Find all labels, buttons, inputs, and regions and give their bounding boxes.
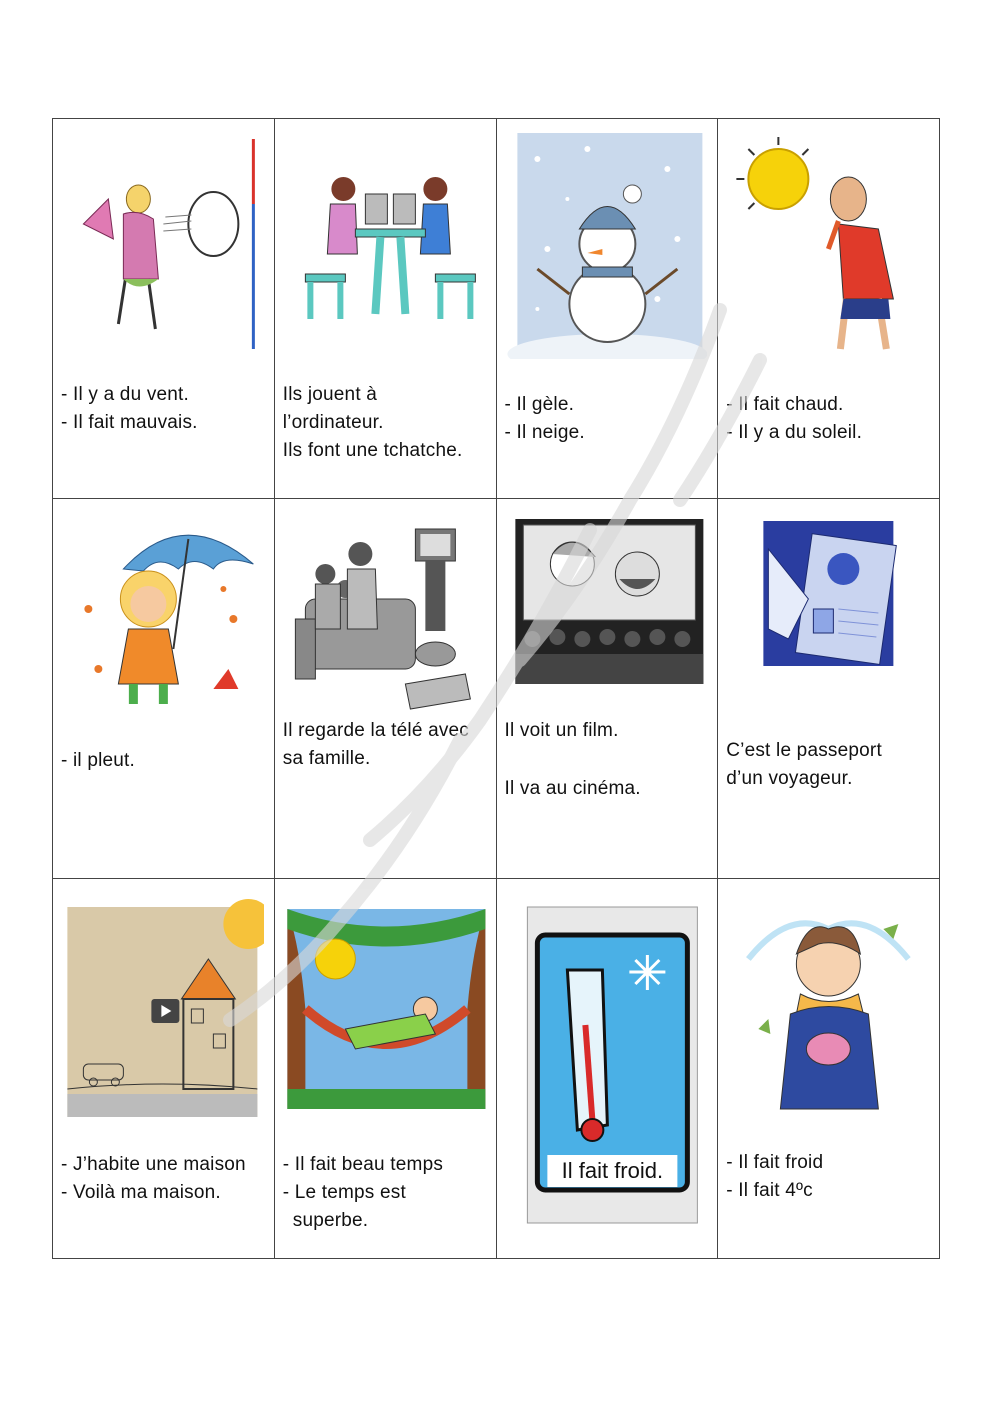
- card-thermometer: [496, 879, 718, 1259]
- rain-girl-umbrella-icon: [63, 509, 264, 739]
- thermometer-caption: Il fait froid.: [561, 1158, 663, 1183]
- card-caption: - il pleut.: [61, 750, 136, 771]
- card-computer: [274, 119, 496, 499]
- vocabulary-grid: [52, 118, 940, 1259]
- card-caption: Ils jouent à l’ordinateur. Ils font une tchatche.: [282, 384, 463, 461]
- card-hot: [718, 119, 940, 499]
- card-snowman: [496, 119, 718, 499]
- hot-sun-man-icon: [728, 129, 929, 359]
- house-icon: [63, 889, 264, 1119]
- card-caption: Il regarde la télé avec sa famille.: [282, 720, 470, 769]
- computer-chat-icon: [285, 129, 486, 359]
- card-caption: - Il fait beau temps - Le temps est superbe.: [282, 1154, 444, 1231]
- passport-icon: [728, 509, 929, 739]
- card-cinema: [496, 499, 718, 879]
- card-rain: [53, 499, 275, 879]
- card-caption: - Il y a du vent. - Il fait mauvais.: [61, 384, 198, 433]
- card-caption: C’est le passeport d’un voyageur.: [726, 740, 882, 789]
- cold-boy-icon: [728, 889, 929, 1119]
- card-caption: - J’habite une maison - Voilà ma maison.: [61, 1154, 246, 1203]
- card-wind: [53, 119, 275, 499]
- hammock-icon: [285, 889, 486, 1119]
- card-caption: - Il fait froid - Il fait 4ºc: [726, 1152, 824, 1201]
- card-beau-temps: [274, 879, 496, 1259]
- card-cold: [718, 879, 940, 1259]
- card-tv: [274, 499, 496, 879]
- family-tv-icon: [285, 509, 486, 739]
- card-caption: - Il gèle. - Il neige.: [504, 394, 585, 443]
- thermometer-icon: [507, 905, 708, 1225]
- windy-woman-icon: [63, 129, 264, 359]
- cinema-icon: [507, 509, 708, 739]
- card-caption: Il voit un film. Il va au cinéma.: [504, 720, 641, 799]
- snowman-icon: [507, 129, 708, 359]
- card-caption: - Il fait chaud. - Il y a du soleil.: [726, 394, 863, 443]
- card-passport: [718, 499, 940, 879]
- card-house: [53, 879, 275, 1259]
